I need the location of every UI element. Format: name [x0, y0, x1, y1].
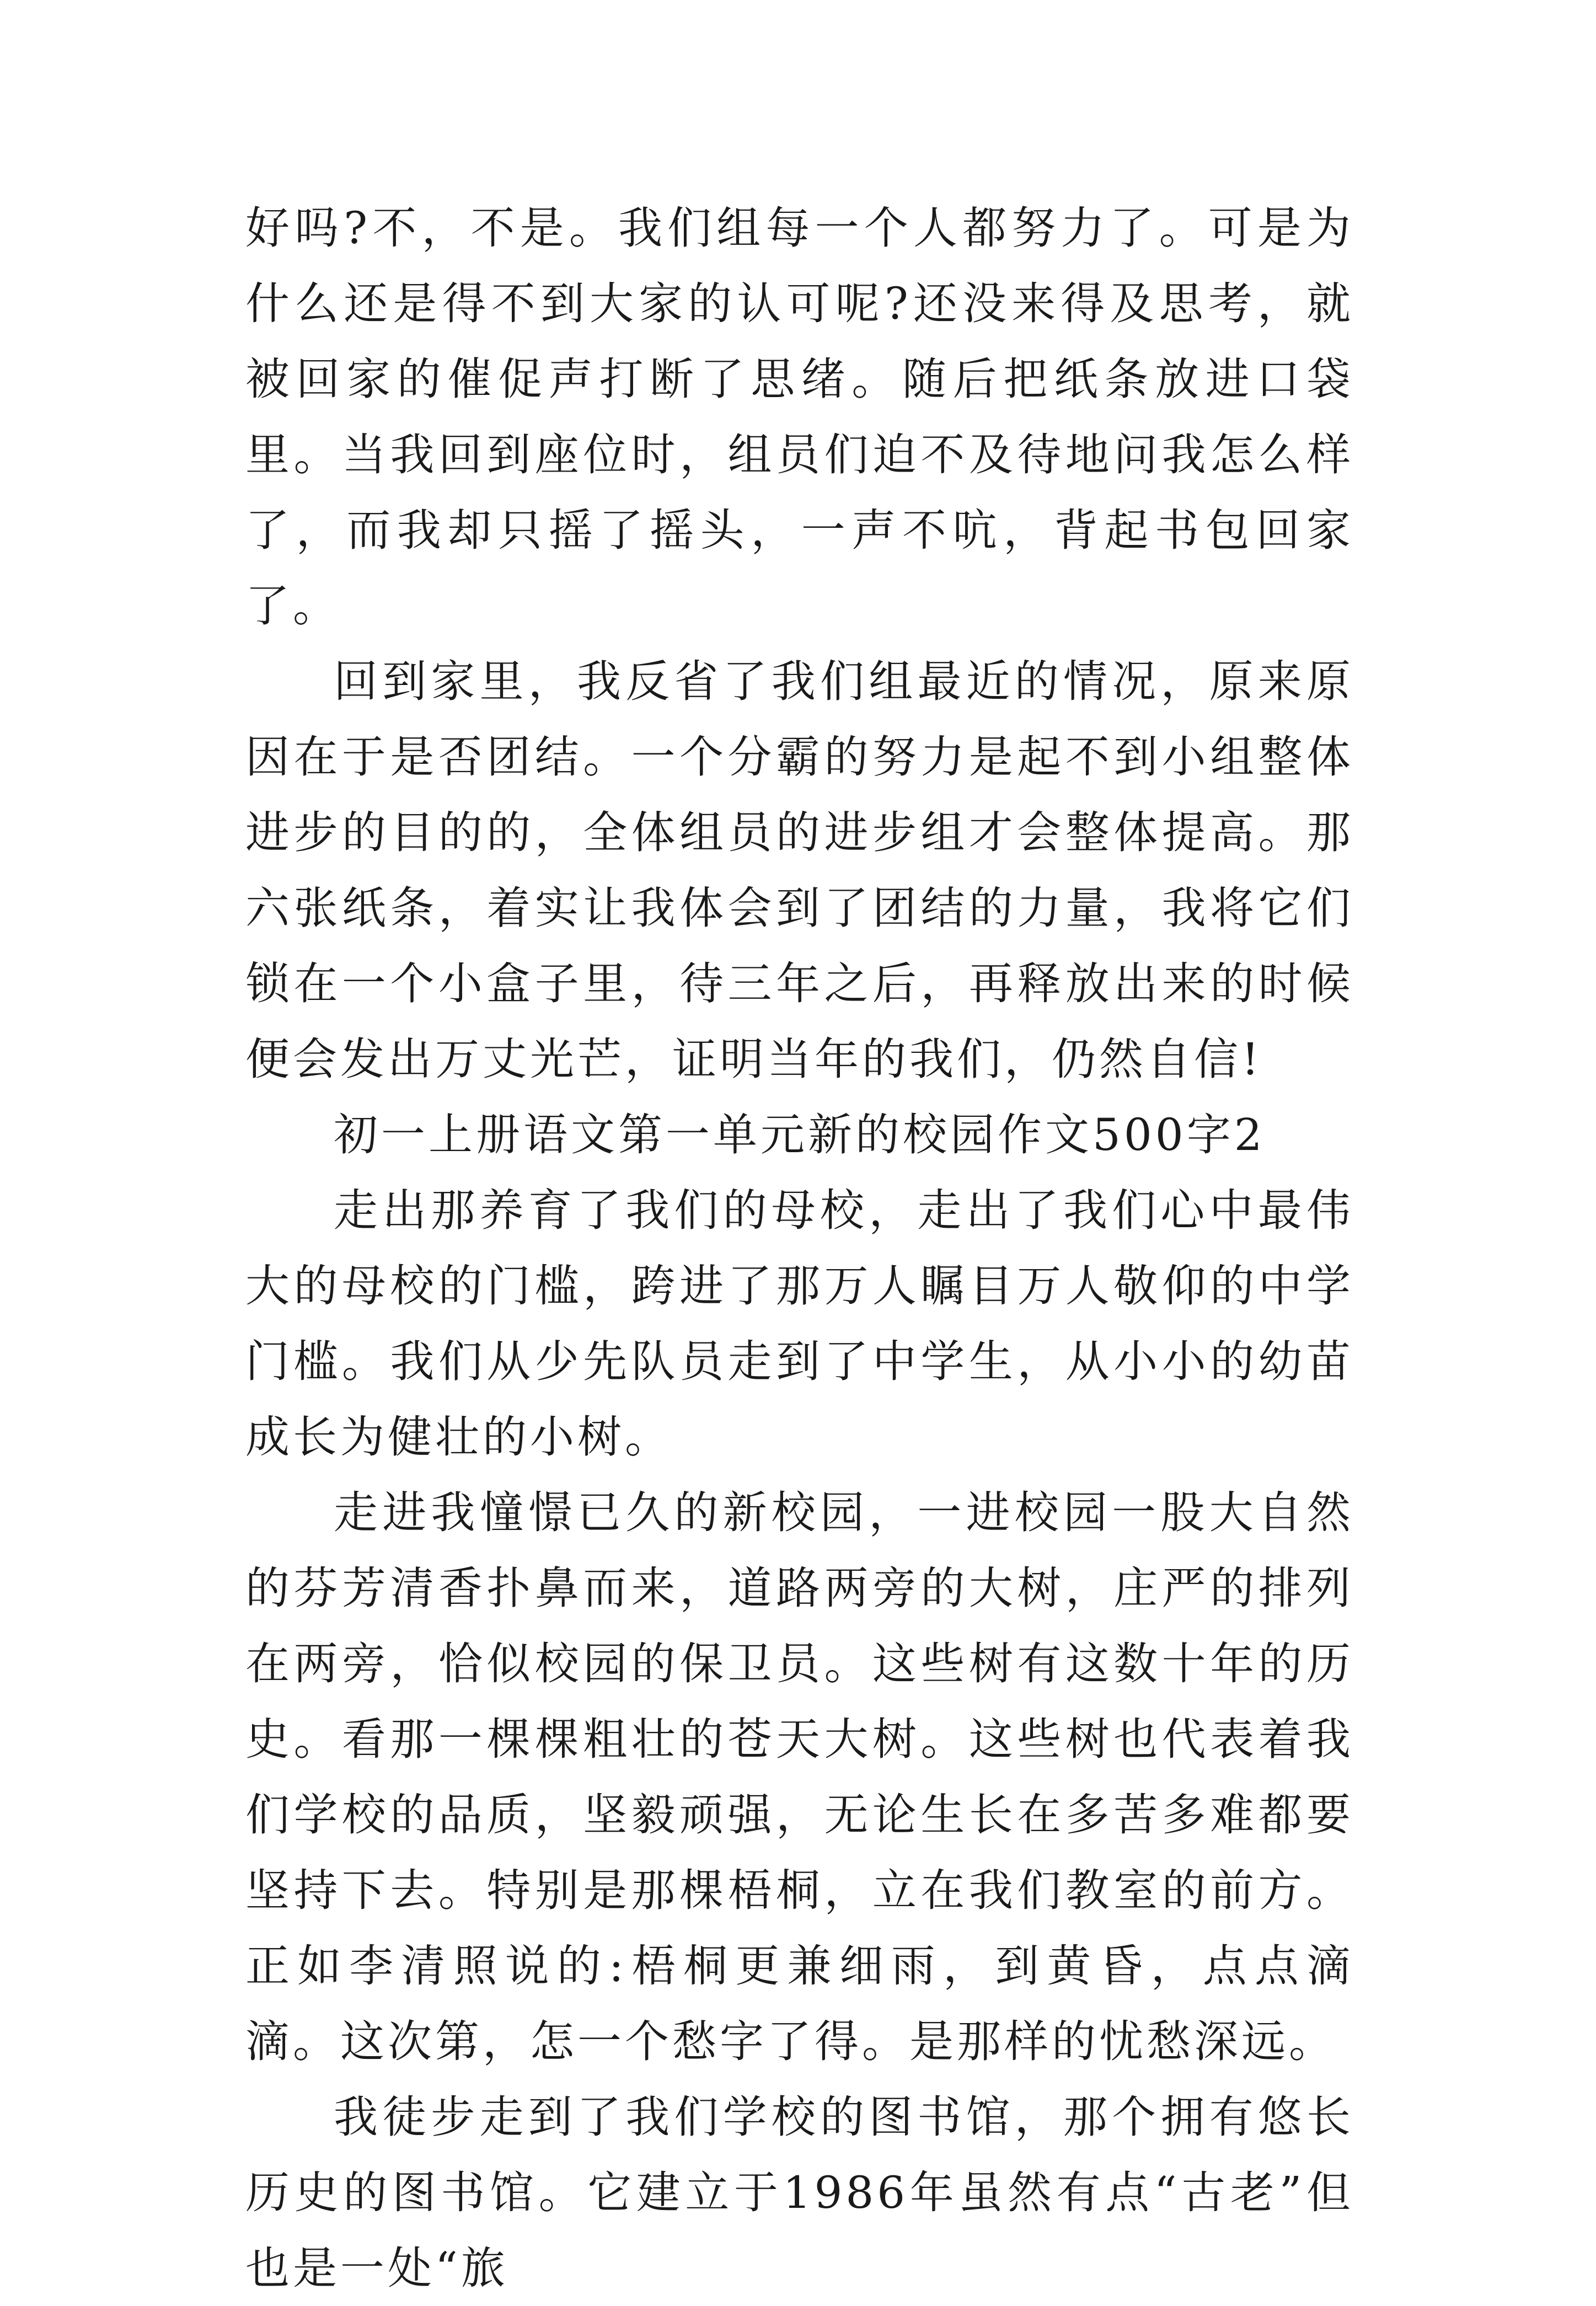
document-body [245, 190, 1354, 2306]
paragraph-library: 我徒步走到了我们学校的图书馆，那个拥有悠长历史的图书馆。它建立于1986年虽然有点“古老”但也是一处“旅 [245, 2091, 1354, 2294]
paragraph-leaving-school: 走出那养育了我们的母校，走出了我们心中最伟大的母校的门槛，跨进了那万人瞩目万人敬仰的中学门槛。我们从少先队员走到了中学生，从小小的幼苗成长为健壮的小树。 [245, 1185, 1354, 1463]
paragraph-new-campus: 走进我憧憬已久的新校园，一进校园一股大自然的芬芳清香扑鼻而来，道路两旁的大树，庄严的排列在两旁，恰似校园的保卫员。这些树有这数十年的历史。看那一棵棵粗壮的苍天大树。这些树也代表着我们学校的品质，坚毅顽强，无论生长在多苦多难都要坚持下去。特别是那棵梧桐，立在我们教室的前方。正如李清照说的:梧桐更兼细雨，到黄昏，点点滴滴。这次第，怎一个愁字了得。是那样的忧愁深远。 [245, 1487, 1354, 2067]
paragraph-reflection: 回到家里，我反省了我们组最近的情况，原来原因在于是否团结。一个分霸的努力是起不到小组整体进步的目的的，全体组员的进步组才会整体提高。那六张纸条，着实让我体会到了团结的力量，我将它们锁在一个小盒子里，待三年之后，再释放出来的时候便会发出万丈光芒，证明当年的我们，仍然自信! [245, 656, 1354, 1085]
essay-heading: 初一上册语文第一单元新的校园作文500字2 [334, 1109, 1266, 1160]
paragraph-continued: 好吗?不，不是。我们组每一个人都努力了。可是为什么还是得不到大家的认可呢?还没来得及思考，就被回家的催促声打断了思绪。随后把纸条放进口袋里。当我回到座位时，组员们迫不及待地问我怎么样了，而我却只摇了摇头，一声不吭，背起书包回家了。 [245, 202, 1354, 632]
